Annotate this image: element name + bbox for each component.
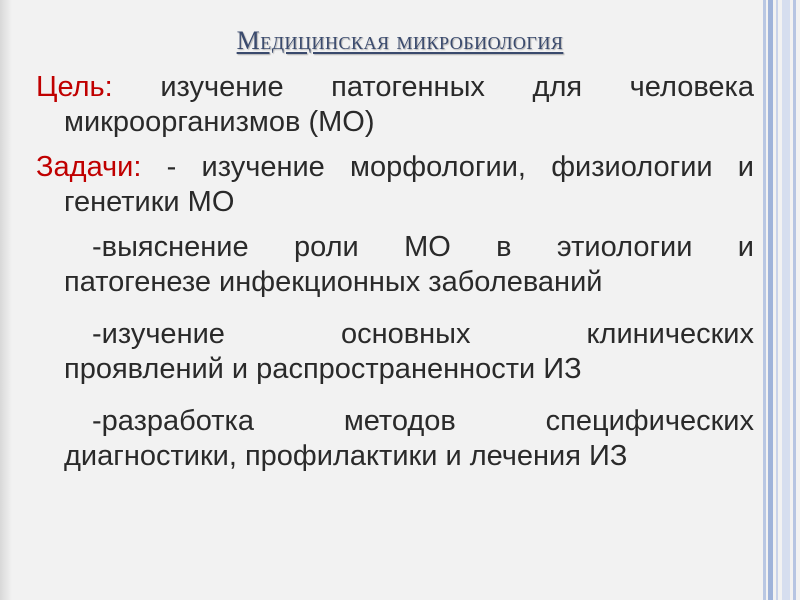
decorative-stripe [782, 0, 790, 600]
decorative-stripe [793, 0, 796, 600]
task-item [36, 404, 754, 474]
decorative-stripe [776, 0, 778, 600]
tasks-text-2: генетики МО [64, 186, 235, 218]
task-item-line-1: -выяснение роли МО в этиологии и [92, 231, 754, 263]
tasks-paragraph [36, 150, 754, 220]
goal-label: Цель: [36, 71, 113, 103]
goal-text-2: микроорганизмов (МО) [64, 106, 375, 138]
tasks-line-1 [36, 150, 754, 185]
slide-title: Медицинская микробиология [236, 26, 564, 55]
tasks-label: Задачи: [36, 151, 142, 183]
decorative-stripe [763, 0, 766, 600]
decorative-stripe [768, 0, 773, 600]
task-item [36, 317, 754, 387]
slide-body [36, 70, 754, 491]
goal-text-1: изучение патогенных для человека [160, 71, 754, 103]
left-edge-shadow [0, 0, 12, 600]
task-item [36, 230, 754, 300]
task-item-line-2: патогенезе инфекционных заболеваний [64, 266, 603, 298]
task-item-line-1: -разработка методов специфических [92, 405, 754, 437]
task-item-line-2: диагностики, профилактики и лечения ИЗ [64, 440, 628, 472]
goal-paragraph [36, 70, 754, 140]
goal-line-1 [36, 70, 754, 105]
task-item-line-1: -изучение основных клинических [92, 318, 754, 350]
task-item-line-2: проявлений и распространенности ИЗ [64, 353, 582, 385]
tasks-text-1: - изучение морфологии, физиологии и [166, 151, 755, 183]
